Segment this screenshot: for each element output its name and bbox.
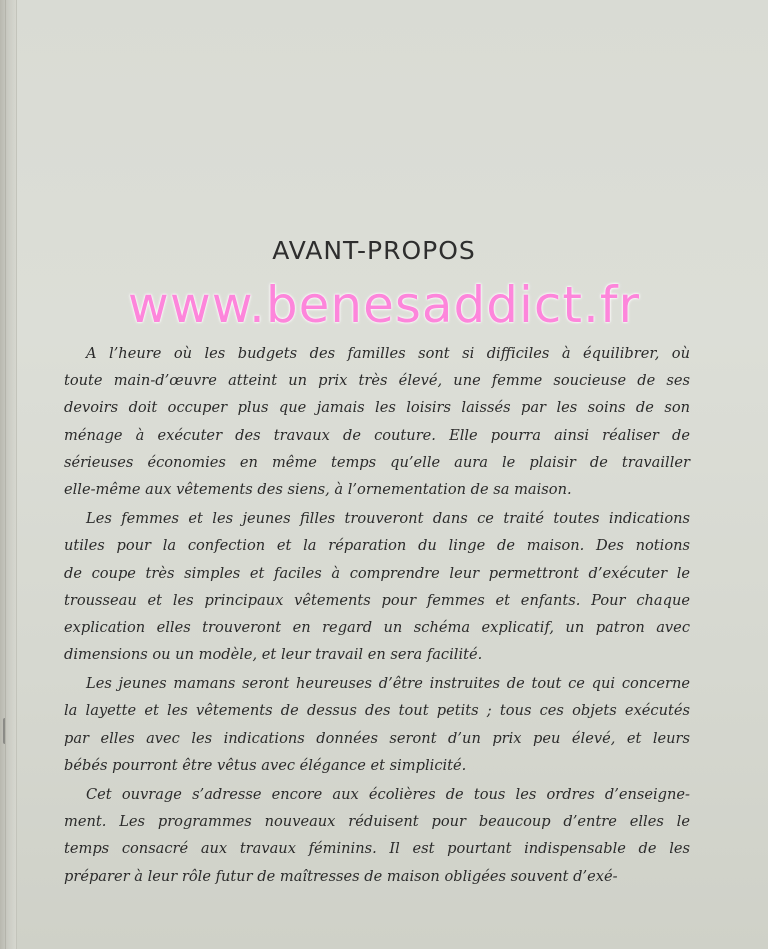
paragraph [64,505,690,668]
paragraph-line: explication elles trouveront en regard un schéma explicatif, un patron avec [64,618,690,636]
page-title: AVANT-PROPOS [272,236,476,265]
paragraph-line: temps consacré aux travaux féminins. Il est pourtant indispensable de les [64,840,690,858]
paragraph-line: Les jeunes mamans seront heureuses d’être instruites de tout ce qui concerne [86,675,690,693]
paragraph-line: A l’heure où les budgets des familles sont si difficiles à équilibrer, où [86,345,690,362]
paragraph [64,781,690,890]
paragraph-line: dimensions ou un modèle, et leur travail en sera facilité. [64,646,483,664]
page-binding-edge [0,0,17,949]
paragraph-line: sérieuses économies en même temps qu’elle aura le plaisir de travailler [64,453,690,471]
paragraph-line: bébés pourront être vêtus avec élégance et simplicité. [64,756,467,774]
paragraph-line: Cet ouvrage s’adresse encore aux écolières de tous les ordres d’enseigne- [86,786,690,803]
paragraph-line: elle-même aux vêtements des siens, à l’ornementation de sa maison. [64,480,572,498]
paragraph-line: ménage à exécuter des travaux de couture. Elle pourra ainsi réaliser de [64,426,690,444]
paragraph-line: devoirs doit occuper plus que jamais les loisirs laissés par les soins de son [64,399,690,417]
paragraph [64,670,690,779]
binding-line [5,0,6,949]
paragraph-line: toute main-d’œuvre atteint un prix très élevé, une femme soucieuse de ses [64,372,690,390]
paragraph-line: la layette et les vêtements de dessus des tout petits ; tous ces objets exécutés [64,702,690,720]
watermark-url: www.benesaddict.fr [127,276,641,334]
paragraph-line: Les femmes et les jeunes filles trouveront dans ce traité toutes indications [86,510,690,528]
paragraph-line: ment. Les programmes nouveaux réduisent pour beaucoup d’entre elles le [64,813,690,831]
preface-body [64,340,690,890]
paragraph-line: de coupe très simples et faciles à comprendre leur permettront d’exécuter le [64,564,690,582]
edge-pencil-mark [3,718,8,744]
paragraph-line: utiles pour la confection et la réparation du linge de maison. Des notions [64,537,690,555]
paragraph [64,340,690,503]
paragraph-line: préparer à leur rôle futur de maîtresses de maison obligées souvent d’exé- [64,867,618,885]
paragraph-line: par elles avec les indications données seront d’un prix peu élevé, et leurs [64,729,690,747]
paragraph-line: trousseau et les principaux vêtements pour femmes et enfants. Pour chaque [64,591,690,609]
